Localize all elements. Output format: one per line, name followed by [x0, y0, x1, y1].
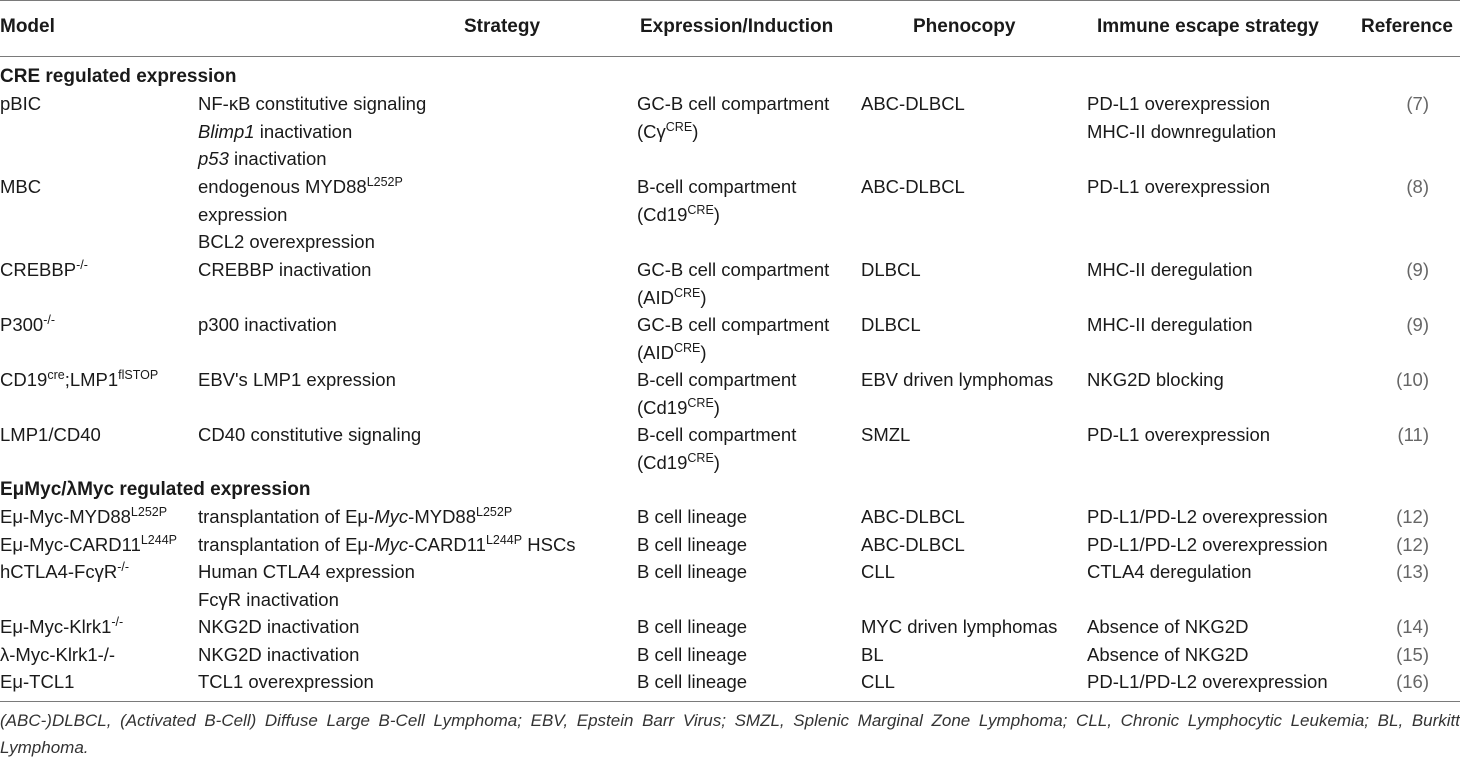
row-crebbp-expression: GC-B cell compartment $(AID^{CRE})$	[637, 259, 830, 308]
row-p300-model: P300-/-	[0, 313, 56, 335]
row-pbic-reference: (7)	[1406, 93, 1429, 114]
header-phenocopy: Phenocopy	[913, 16, 1016, 37]
header-strategy: Strategy	[464, 16, 541, 37]
row-klrk1-expression: B cell lineage	[637, 616, 748, 637]
row-cd19-lmp1-phenocopy: EBV driven lymphomas	[861, 369, 1054, 390]
row-klrk1-reference: (14)	[1396, 616, 1429, 637]
row-pbic-model: pBIC	[0, 93, 42, 114]
row-lambda-reference: (15)	[1396, 644, 1429, 665]
row-myd88-model: $E\mu-Myc-MYD88^{L252P}$	[0, 505, 168, 527]
row-mbc-strategy: endogenous $MYD88^{L252P}$ expression BCL2 overexpression	[198, 175, 403, 252]
header-immune-escape: Immune escape strategy	[1097, 16, 1319, 37]
row-pbic-expression: GC-B cell compartment $(C\gamma^{CRE})$	[637, 93, 830, 142]
table-footnote: (ABC-)DLBCL, (Activated B-Cell) Diffuse Large B-Cell Lymphoma; EBV, Epstein Barr Virus; SMZL, Splenic Marginal Zone Lymphoma; CLL, Chronic Lymphocytic Leukemia; BL, Burkitt Lymphoma.	[0, 711, 1460, 757]
row-hctla4-immune: CTLA4 deregulation	[1087, 561, 1252, 582]
row-card11-expression: B cell lineage	[637, 534, 748, 555]
row-cd19-lmp1-expression: B-cell compartment $(Cd19^{CRE})$	[637, 369, 797, 418]
row-hctla4-expression: B cell lineage	[637, 561, 748, 582]
row-crebbp-model: CREBBP-/-	[0, 258, 88, 280]
row-crebbp-reference: (9)	[1406, 259, 1429, 280]
row-myd88-reference: (12)	[1396, 506, 1429, 527]
row-tcl1-expression: B cell lineage	[637, 671, 748, 692]
row-card11-phenocopy: ABC-DLBCL	[861, 534, 965, 555]
row-tcl1-reference: (16)	[1396, 671, 1429, 692]
row-card11-strategy: transplantation of $E\mu-Myc-CARD11^{L244P}$ HSCs	[198, 533, 576, 555]
row-cd19-lmp1-strategy: EBV's LMP1 expression	[198, 369, 396, 390]
row-hctla4-phenocopy: CLL	[861, 561, 895, 582]
row-crebbp-phenocopy: DLBCL	[861, 259, 921, 280]
row-mbc-reference: (8)	[1406, 176, 1429, 197]
row-klrk1-immune: Absence of NKG2D	[1087, 616, 1249, 637]
row-p300-immune: MHC-II deregulation	[1087, 314, 1253, 335]
row-pbic-phenocopy: ABC-DLBCL	[861, 93, 965, 114]
row-mbc-model: MBC	[0, 176, 42, 197]
row-tcl1-phenocopy: CLL	[861, 671, 895, 692]
row-p300-reference: (9)	[1406, 314, 1429, 335]
section-cre: CRE regulated expression	[0, 66, 237, 87]
row-hctla4-strategy: Human CTLA4 expression FcγR inactivation	[198, 561, 415, 610]
row-myd88-phenocopy: ABC-DLBCL	[861, 506, 965, 527]
bottom-rule	[0, 701, 1460, 702]
row-lmp1-cd40-strategy: CD40 constitutive signaling	[198, 424, 422, 445]
section-emu-myc: EμMyc/λMyc regulated expression	[0, 479, 311, 500]
row-lmp1-cd40-phenocopy: SMZL	[861, 424, 911, 445]
row-lmp1-cd40-immune: PD-L1 overexpression	[1087, 424, 1271, 445]
row-hctla4-reference: (13)	[1396, 561, 1429, 582]
row-pbic-immune: PD-L1 overexpression MHC-II downregulation	[1087, 93, 1277, 142]
row-lambda-phenocopy: BL	[861, 644, 884, 665]
row-myd88-immune: PD-L1/PD-L2 overexpression	[1087, 506, 1328, 527]
row-card11-reference: (12)	[1396, 534, 1429, 555]
row-crebbp-strategy: CREBBP inactivation	[198, 259, 372, 280]
row-lambda-strategy: NKG2D inactivation	[198, 644, 360, 665]
top-rule	[0, 0, 1460, 1]
row-myd88-expression: B cell lineage	[637, 506, 748, 527]
row-tcl1-model: Eμ-TCL1	[0, 671, 75, 692]
row-klrk1-strategy: NKG2D inactivation	[198, 616, 360, 637]
header-model: Model	[0, 16, 55, 37]
row-p300-strategy: p300 inactivation	[198, 314, 337, 335]
row-mbc-expression: B-cell compartment $(Cd19^{CRE})$	[637, 176, 797, 225]
header-reference: Reference	[1361, 16, 1453, 37]
row-mbc-immune: PD-L1 overexpression	[1087, 176, 1271, 197]
header-expression: Expression/Induction	[640, 16, 834, 37]
row-p300-phenocopy: DLBCL	[861, 314, 921, 335]
header-rule	[0, 56, 1460, 57]
row-card11-model: $E\mu-Myc-CARD11^{L244P}$	[0, 533, 178, 555]
row-klrk1-model: Eμ-Myc-Klrk1-/-	[0, 615, 124, 637]
row-lambda-model: λ-Myc-Klrk1-/-	[0, 644, 116, 665]
row-lambda-immune: Absence of NKG2D	[1087, 644, 1249, 665]
row-tcl1-immune: PD-L1/PD-L2 overexpression	[1087, 671, 1328, 692]
row-mbc-phenocopy: ABC-DLBCL	[861, 176, 965, 197]
row-lmp1-cd40-expression: B-cell compartment $(Cd19^{CRE})$	[637, 424, 797, 473]
row-cd19-lmp1-immune: NKG2D blocking	[1087, 369, 1224, 390]
row-crebbp-immune: MHC-II deregulation	[1087, 259, 1253, 280]
row-hctla4-model: hCTLA4-FcγR-/-	[0, 560, 130, 582]
row-lmp1-cd40-model: LMP1/CD40	[0, 424, 101, 445]
row-lambda-expression: B cell lineage	[637, 644, 748, 665]
row-cd19-lmp1-model: $CD19^{cre};LMP1^{flSTOP}$	[0, 368, 159, 390]
row-tcl1-strategy: TCL1 overexpression	[198, 671, 374, 692]
row-p300-expression: GC-B cell compartment $(AID^{CRE})$	[637, 314, 830, 363]
row-cd19-lmp1-reference: (10)	[1396, 369, 1429, 390]
row-klrk1-phenocopy: MYC driven lymphomas	[861, 616, 1058, 637]
row-pbic-strategy: NF-κB constitutive signaling Blimp1 inactivation p53 inactivation	[198, 93, 427, 169]
row-lmp1-cd40-reference: (11)	[1397, 424, 1429, 445]
row-card11-immune: PD-L1/PD-L2 overexpression	[1087, 534, 1328, 555]
row-myd88-strategy: transplantation of $E\mu-Myc-MYD88^{L252P}$	[198, 505, 513, 527]
